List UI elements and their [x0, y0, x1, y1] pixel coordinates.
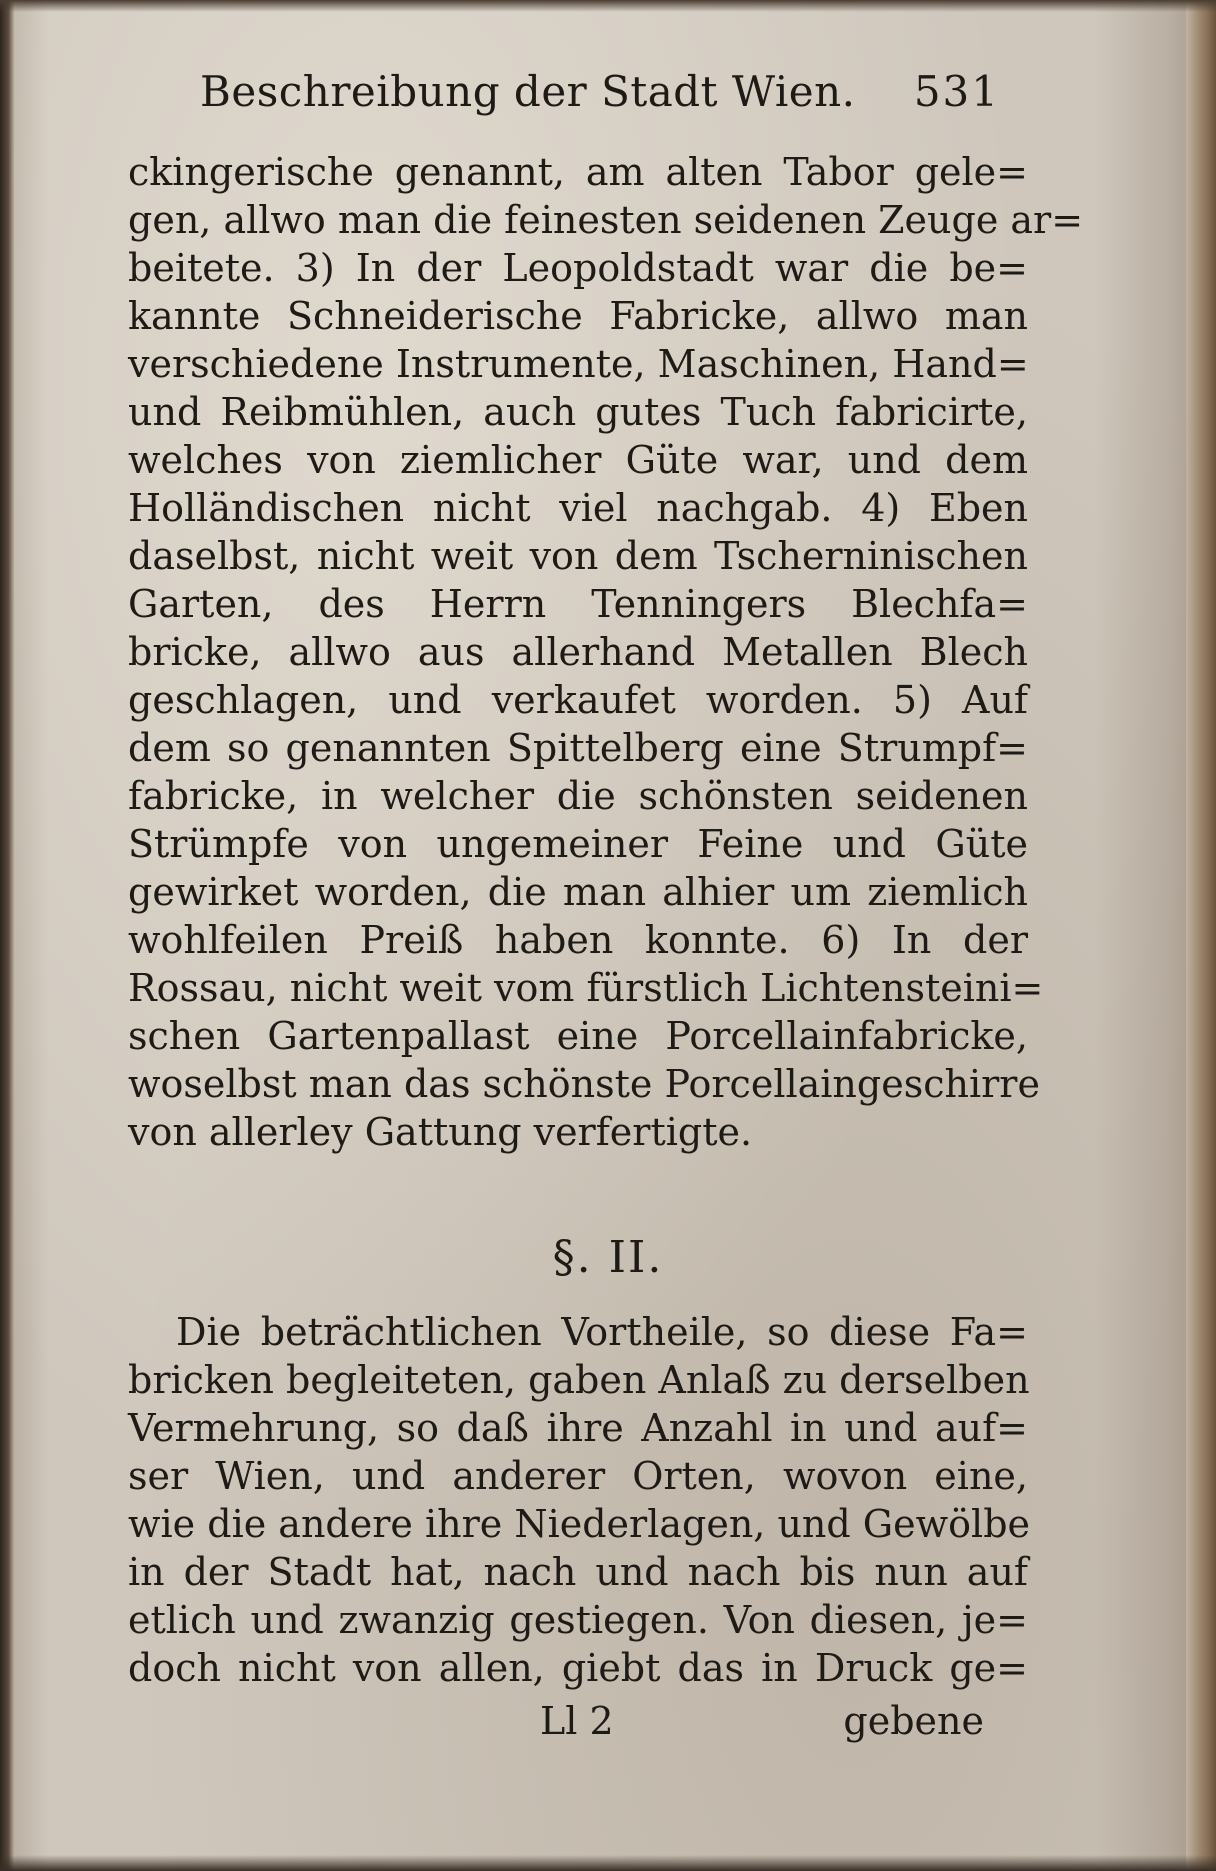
text-line: ckingerische genannt, am alten Tabor gele=: [128, 150, 1028, 194]
text-line: daselbst, nicht weit von dem Tscherninischen: [128, 534, 1028, 578]
text-line: welches von ziemlicher Güte war, und dem: [128, 438, 1028, 482]
text-line: ser Wien, und anderer Orten, wovon eine,: [128, 1454, 1028, 1498]
page-binding-edge: [0, 0, 14, 1871]
text-line: gewirket worden, die man alhier um ziemlich: [128, 870, 1028, 914]
text-line: doch nicht von allen, giebt das in Druck ge=: [128, 1646, 1028, 1690]
text-line: beitete. 3) In der Leopoldstadt war die be=: [128, 246, 1028, 290]
text-line: verschiedene Instrumente, Maschinen, Hand=: [128, 342, 1029, 386]
text-line: Holländischen nicht viel nachgab. 4) Eben: [128, 486, 1028, 530]
running-header-title: Beschreibung der Stadt Wien.: [200, 67, 856, 116]
page-fore-edge: [1186, 0, 1216, 1871]
text-line: fabricke, in welcher die schönsten seidenen: [128, 774, 1028, 818]
page-top-edge: [0, 0, 1216, 12]
text-line: kannte Schneiderische Fabricke, allwo man: [128, 294, 1028, 338]
text-line: woselbst man das schönste Porcellaingeschirre: [128, 1062, 1040, 1106]
text-line: bricken begleiteten, gaben Anlaß zu derselben: [128, 1358, 1030, 1402]
text-line: gen, allwo man die feinesten seidenen Zeuge ar=: [128, 198, 1084, 242]
text-line: bricke, allwo aus allerhand Metallen Blech: [128, 630, 1028, 674]
text-line: etlich und zwanzig gestiegen. Von diesen, je=: [128, 1598, 1028, 1642]
text-line: schen Gartenpallast eine Porcellainfabricke,: [128, 1014, 1028, 1058]
text-line: Vermehrung, so daß ihre Anzahl in und auf=: [128, 1406, 1028, 1450]
signature-mark: Ll 2: [540, 1699, 614, 1743]
text-line: von allerley Gattung verfertigte.: [128, 1110, 753, 1154]
text-line: Rossau, nicht weit vom fürstlich Lichtensteini=: [128, 966, 1044, 1010]
section-heading: §. II.: [552, 1232, 664, 1283]
text-line: wie die andere ihre Niederlagen, und Gewölbe: [128, 1502, 1031, 1546]
text-line: dem so genannten Spittelberg eine Strumpf=: [128, 726, 1028, 770]
text-line: in der Stadt hat, nach und nach bis nun auf: [128, 1550, 1028, 1594]
text-line: und Reibmühlen, auch gutes Tuch fabricirte,: [128, 390, 1028, 434]
page-number: 531: [913, 67, 1000, 116]
text-line: wohlfeilen Preiß haben konnte. 6) In der: [128, 918, 1028, 962]
catchword: gebene: [843, 1699, 984, 1743]
text-line: Strümpfe von ungemeiner Feine und Güte: [128, 822, 1028, 866]
text-line: Garten, des Herrn Tenningers Blechfa=: [128, 582, 1028, 626]
page-bottom-edge: [0, 1855, 1216, 1871]
text-line: geschlagen, und verkaufet worden. 5) Auf: [128, 678, 1028, 722]
text-line: Die beträchtlichen Vortheile, so diese Fa=: [176, 1310, 1028, 1354]
running-header: [200, 62, 1000, 122]
